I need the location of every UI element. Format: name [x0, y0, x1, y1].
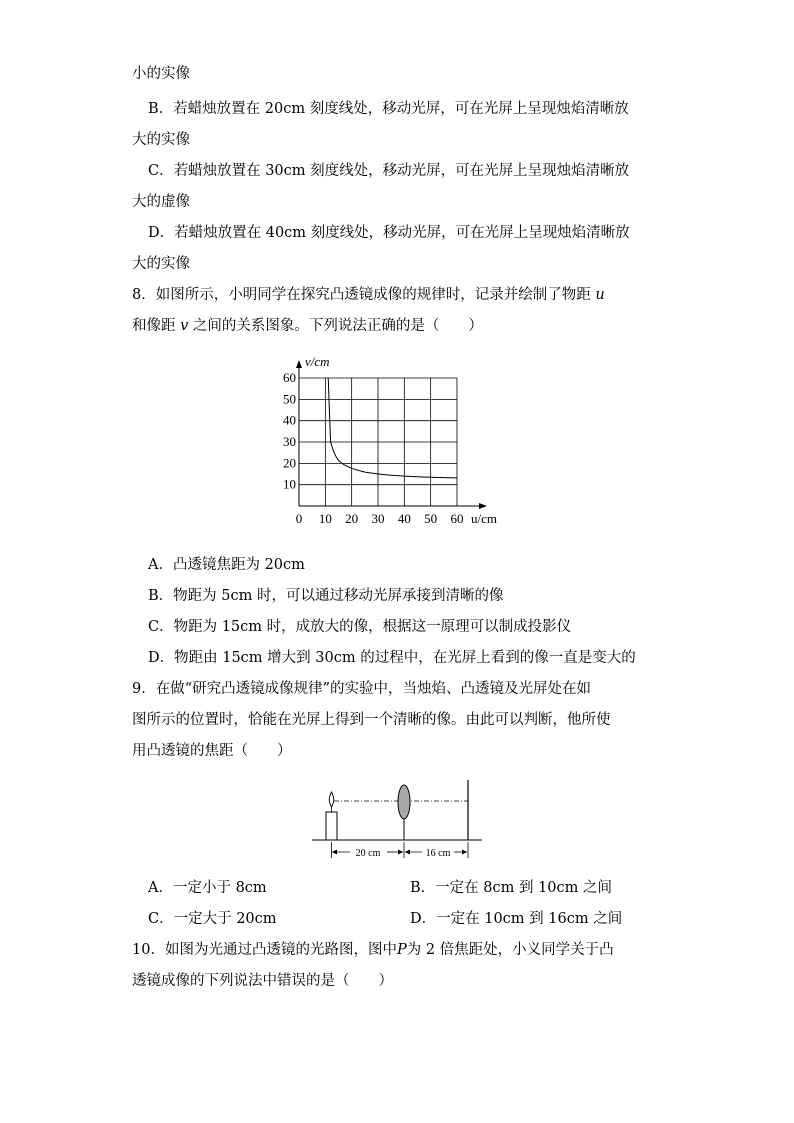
chart-axes — [296, 360, 487, 509]
q8-option-b: B．物距为 5cm 时，可以通过移动光屏承接到清晰的像 — [148, 588, 504, 604]
arrow-head — [398, 850, 403, 855]
x-tick-label: 30 — [371, 511, 385, 526]
q10-stem-line2: 透镜成像的下列说法中错误的是（ ） — [132, 973, 393, 989]
q8-var-u: u — [595, 287, 605, 303]
arrow-head — [405, 850, 410, 855]
x-tick-label: 40 — [397, 511, 411, 526]
q8-option-a: A．凸透镜焦距为 20cm — [148, 557, 305, 573]
y-tick-label: 60 — [283, 370, 296, 386]
x-tick-label: 60 — [450, 511, 464, 526]
q8-stem-line2 — [132, 316, 483, 336]
q9-option-a: A．一定小于 8cm — [148, 880, 267, 896]
q9-option-b: B．一定在 8cm 到 10cm 之间 — [410, 880, 613, 896]
q9-stem-line1: 9．在做“研究凸透镜成像规律”的实验中，当烛焰、凸透镜及光屏处在如 — [132, 681, 592, 697]
q7-option-b-line2: 大的实像 — [132, 132, 190, 148]
q10-stem-post: 为 2 倍焦距处，小义同学关于凸 — [406, 942, 614, 958]
q10-stem-line1 — [132, 940, 614, 960]
q8-stem-pre: 和像距 — [132, 318, 176, 334]
y-tick-label: 30 — [283, 434, 296, 450]
q7-option-b-line1: B．若蜡烛放置在 20cm 刻度线处，移动光屏，可在光屏上呈现烛焰清晰放 — [148, 101, 629, 117]
y-tick-label: 20 — [283, 455, 296, 471]
q9-option-c: C．一定大于 20cm — [148, 911, 277, 927]
chart-y-axis-label: v/cm — [305, 354, 330, 370]
x-tick-label: 50 — [424, 511, 438, 526]
q9-optical-bench-figure — [312, 780, 484, 862]
q8-stem-post: 之间的关系图象。下列说法正确的是（ ） — [192, 318, 483, 334]
q8-option-d: D．物距由 15cm 增大到 30cm 的过程中，在光屏上看到的像一直是变大的 — [148, 650, 636, 666]
arrow-head — [332, 850, 337, 855]
x-tick-label: 20 — [345, 511, 359, 526]
q9-option-d: D．一定在 10cm 到 16cm 之间 — [410, 911, 623, 927]
x-tick-label: 10 — [318, 511, 332, 526]
y-axis-arrow — [296, 360, 302, 368]
candle-flame — [329, 792, 334, 807]
distance-label-20cm: 20 cm — [355, 848, 381, 859]
distance-label-16cm: 16 cm — [425, 848, 451, 859]
x-tick-label: 0 — [295, 511, 303, 526]
q9-stem-line2: 图所示的位置时，恰能在光屏上得到一个清晰的像。由此可以判断，他所使 — [132, 712, 611, 728]
y-tick-label: 50 — [283, 391, 296, 407]
q8-stem-line1 — [132, 285, 605, 305]
chart-x-axis-label: u/cm — [470, 511, 497, 526]
chart-grid — [299, 378, 457, 506]
y-tick-label: 10 — [283, 476, 296, 492]
q7-option-d-line1: D．若蜡烛放置在 40cm 刻度线处，移动光屏，可在光屏上呈现烛焰清晰放 — [148, 225, 630, 241]
chart-series-v-u — [328, 378, 457, 478]
q7-option-d-line2: 大的实像 — [132, 256, 190, 272]
q9-stem-line3: 用凸透镜的焦距（ ） — [132, 743, 292, 759]
q8-stem-text: 8．如图所示，小明同学在探究凸透镜成像的规律时，记录并绘制了物距 — [132, 287, 591, 303]
q7-option-a-continued: 小的实像 — [132, 66, 190, 82]
q8-option-c: C．物距为 15cm 时，成放大的像，根据这一原理可以制成投影仪 — [148, 619, 572, 635]
convex-lens — [398, 785, 410, 819]
q7-option-c-line2: 大的虚像 — [132, 194, 190, 210]
q10-stem-pre: 10．如图为光通过凸透镜的光路图，图中 — [132, 942, 397, 958]
y-tick-label: 40 — [283, 412, 296, 428]
candle-body — [326, 812, 337, 840]
q8-v-u-chart — [270, 350, 510, 535]
q10-var-p: P — [396, 942, 407, 958]
x-axis-arrow — [479, 503, 487, 509]
q7-option-c-line1: C．若蜡烛放置在 30cm 刻度线处，移动光屏，可在光屏上呈现烛焰清晰放 — [148, 163, 630, 179]
chart-tick-labels — [283, 370, 463, 526]
q8-var-v: v — [180, 318, 189, 334]
arrow-head — [462, 850, 467, 855]
